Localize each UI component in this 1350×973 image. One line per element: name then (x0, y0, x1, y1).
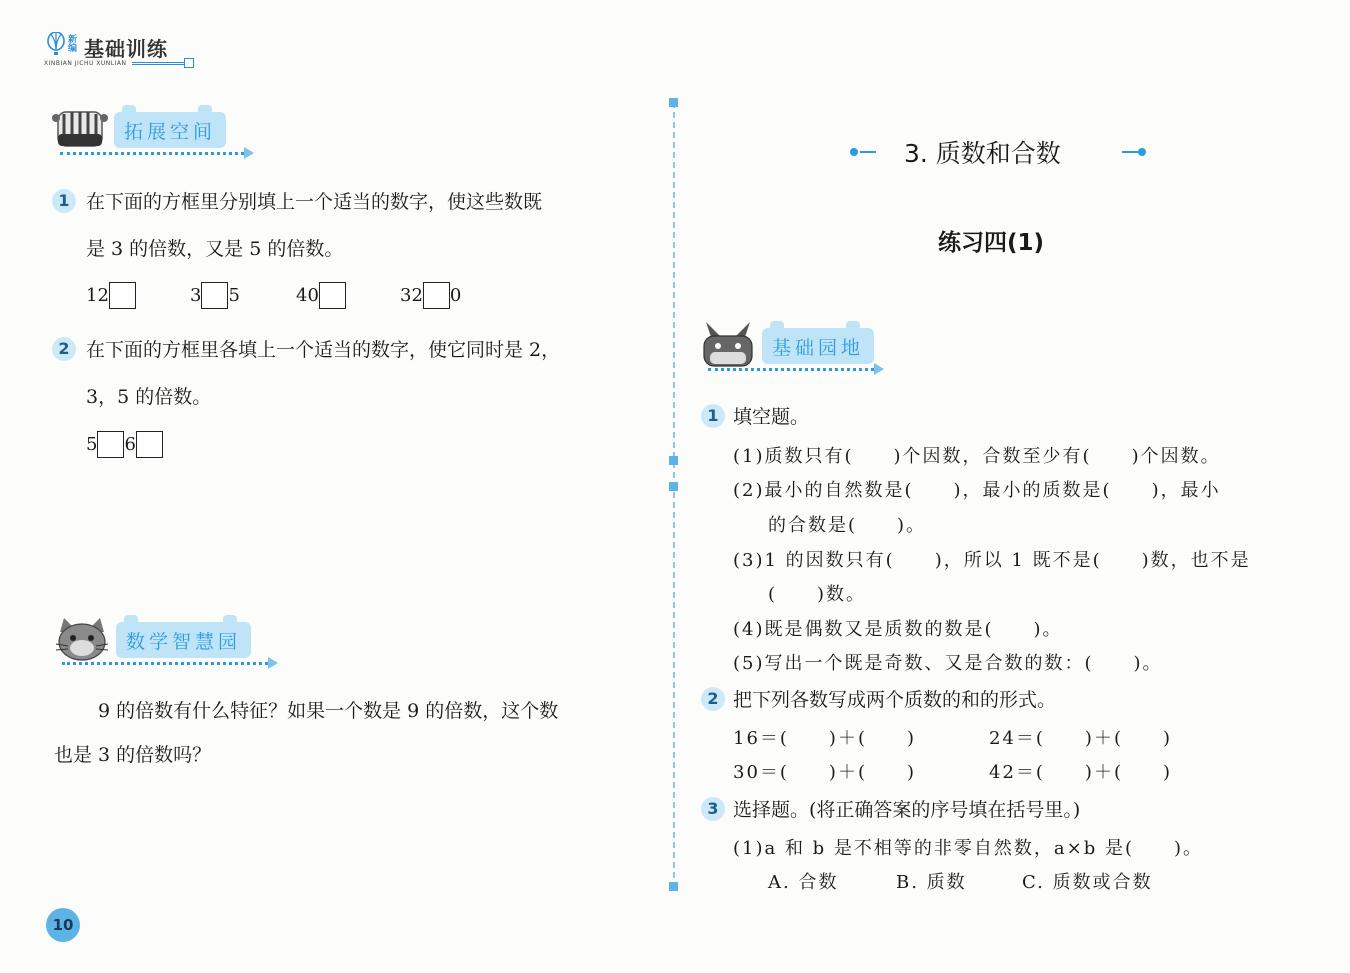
fill-blank-line: (4)既是偶数又是质数的数是( )。 (733, 619, 1063, 640)
sum-expression: 24＝( )＋( ) (989, 728, 1172, 749)
choice-option-b: B. 质数 (896, 872, 967, 893)
answer-item (296, 282, 400, 309)
chapter-text: 3. 质数和合数 (904, 139, 1061, 168)
answer-item (400, 282, 461, 309)
chapter-title (850, 134, 1150, 170)
number-suffix: 5 (228, 285, 240, 306)
question-text: 也是 3 的倍数吗？ (54, 744, 212, 766)
question-text: 9 的倍数有什么特征？如果一个数是 9 的倍数，这个数 (98, 700, 559, 722)
question-number: 2 (52, 337, 76, 361)
arrow-icon (268, 657, 278, 669)
sum-expression: 16＝( )＋( ) (733, 728, 916, 749)
fill-blank-line: (1)质数只有( )个因数，合数至少有( )个因数。 (733, 446, 1221, 467)
title-dot (850, 148, 858, 156)
answer-box-row (86, 431, 163, 458)
logo-box (184, 58, 194, 68)
zebra-mascot-icon (52, 106, 108, 152)
page-number: 10 (46, 908, 80, 942)
section-banner-zhihuiyuan (54, 616, 284, 668)
banner-dotted-line (62, 662, 268, 666)
question-number: 3 (701, 797, 725, 821)
divider-square (669, 456, 678, 465)
divider-square (669, 98, 678, 107)
question-title: 选择题。(将正确答案的序号填在括号里。) (733, 799, 1081, 821)
section-title: 数学智慧园 (116, 622, 251, 658)
number-prefix: 40 (296, 285, 319, 306)
title-dash (1122, 151, 1138, 153)
question-title: 填空题。 (733, 406, 810, 428)
number-prefix: 3 (190, 285, 202, 306)
fill-blank-line: (2)最小的自然数是( )，最小的质数是( )，最小 (733, 480, 1221, 501)
answer-box[interactable] (201, 282, 228, 309)
page-divider (673, 102, 675, 888)
answer-item (86, 282, 190, 309)
fill-blank-line: (5)写出一个既是奇数、又是合数的数：( )。 (733, 653, 1163, 674)
fill-blank-line: (3)1 的因数只有( )，所以 1 既不是( )数，也不是 (733, 550, 1251, 571)
answer-box[interactable] (136, 431, 163, 458)
fill-blank-line: 的合数是( )。 (768, 515, 927, 536)
question-text: 3，5 的倍数。 (86, 386, 212, 408)
choice-option-c: C. 质数或合数 (1022, 872, 1153, 893)
number-prefix: 6 (124, 434, 136, 455)
divider-square (669, 882, 678, 891)
answer-box[interactable] (97, 431, 124, 458)
fill-blank-line: ( )数。 (768, 584, 867, 605)
question-number: 1 (701, 404, 725, 428)
title-dot (1138, 148, 1146, 156)
title-dash (860, 151, 876, 153)
number-prefix: 5 (86, 434, 98, 455)
number-prefix: 32 (400, 285, 423, 306)
choice-option-a: A. 合数 (768, 872, 839, 893)
number-suffix: 0 (449, 285, 462, 306)
question-number: 1 (52, 189, 76, 213)
sum-expression: 30＝( )＋( ) (733, 762, 916, 783)
section-title: 拓展空间 (114, 112, 226, 148)
question-text: 在下面的方框里分别填上一个适当的数字，使这些数既 (86, 191, 543, 213)
arrow-icon (244, 147, 254, 159)
answer-box[interactable] (423, 282, 450, 309)
section-banner-tuozhan (52, 106, 262, 158)
answer-box[interactable] (109, 282, 136, 309)
section-title: 基础园地 (762, 328, 874, 364)
arrow-icon (874, 363, 884, 375)
choice-question: (1)a 和 b 是不相等的非零自然数，a×b 是( )。 (733, 838, 1204, 859)
question-title: 把下列各数写成两个质数的和的形式。 (733, 689, 1057, 711)
rabbit-mascot-icon (700, 322, 756, 368)
divider-square (669, 482, 678, 491)
question-number: 2 (701, 687, 725, 711)
logo-subtitle: XINBIAN JICHU XUNLIAN (44, 60, 127, 67)
banner-dotted-line (708, 368, 874, 372)
cat-mascot-icon (54, 616, 110, 662)
section-banner-jichu (700, 322, 890, 374)
question-text: 在下面的方框里各填上一个适当的数字，使它同时是 2， (86, 339, 561, 361)
header-logo (44, 30, 194, 72)
answer-box-row (86, 282, 461, 309)
logo-small-text: 新编 (68, 35, 78, 54)
answer-item (190, 282, 296, 309)
balloon-icon (46, 32, 66, 56)
sum-expression: 42＝( )＋( ) (989, 762, 1172, 783)
answer-box[interactable] (319, 282, 346, 309)
logo-title: 基础训练 (84, 37, 168, 61)
number-prefix: 12 (86, 285, 109, 306)
question-text: 是 3 的倍数，又是 5 的倍数。 (86, 238, 344, 260)
logo-line (132, 62, 184, 65)
banner-dotted-line (60, 152, 244, 156)
exercise-title: 练习四(1) (938, 230, 1045, 256)
